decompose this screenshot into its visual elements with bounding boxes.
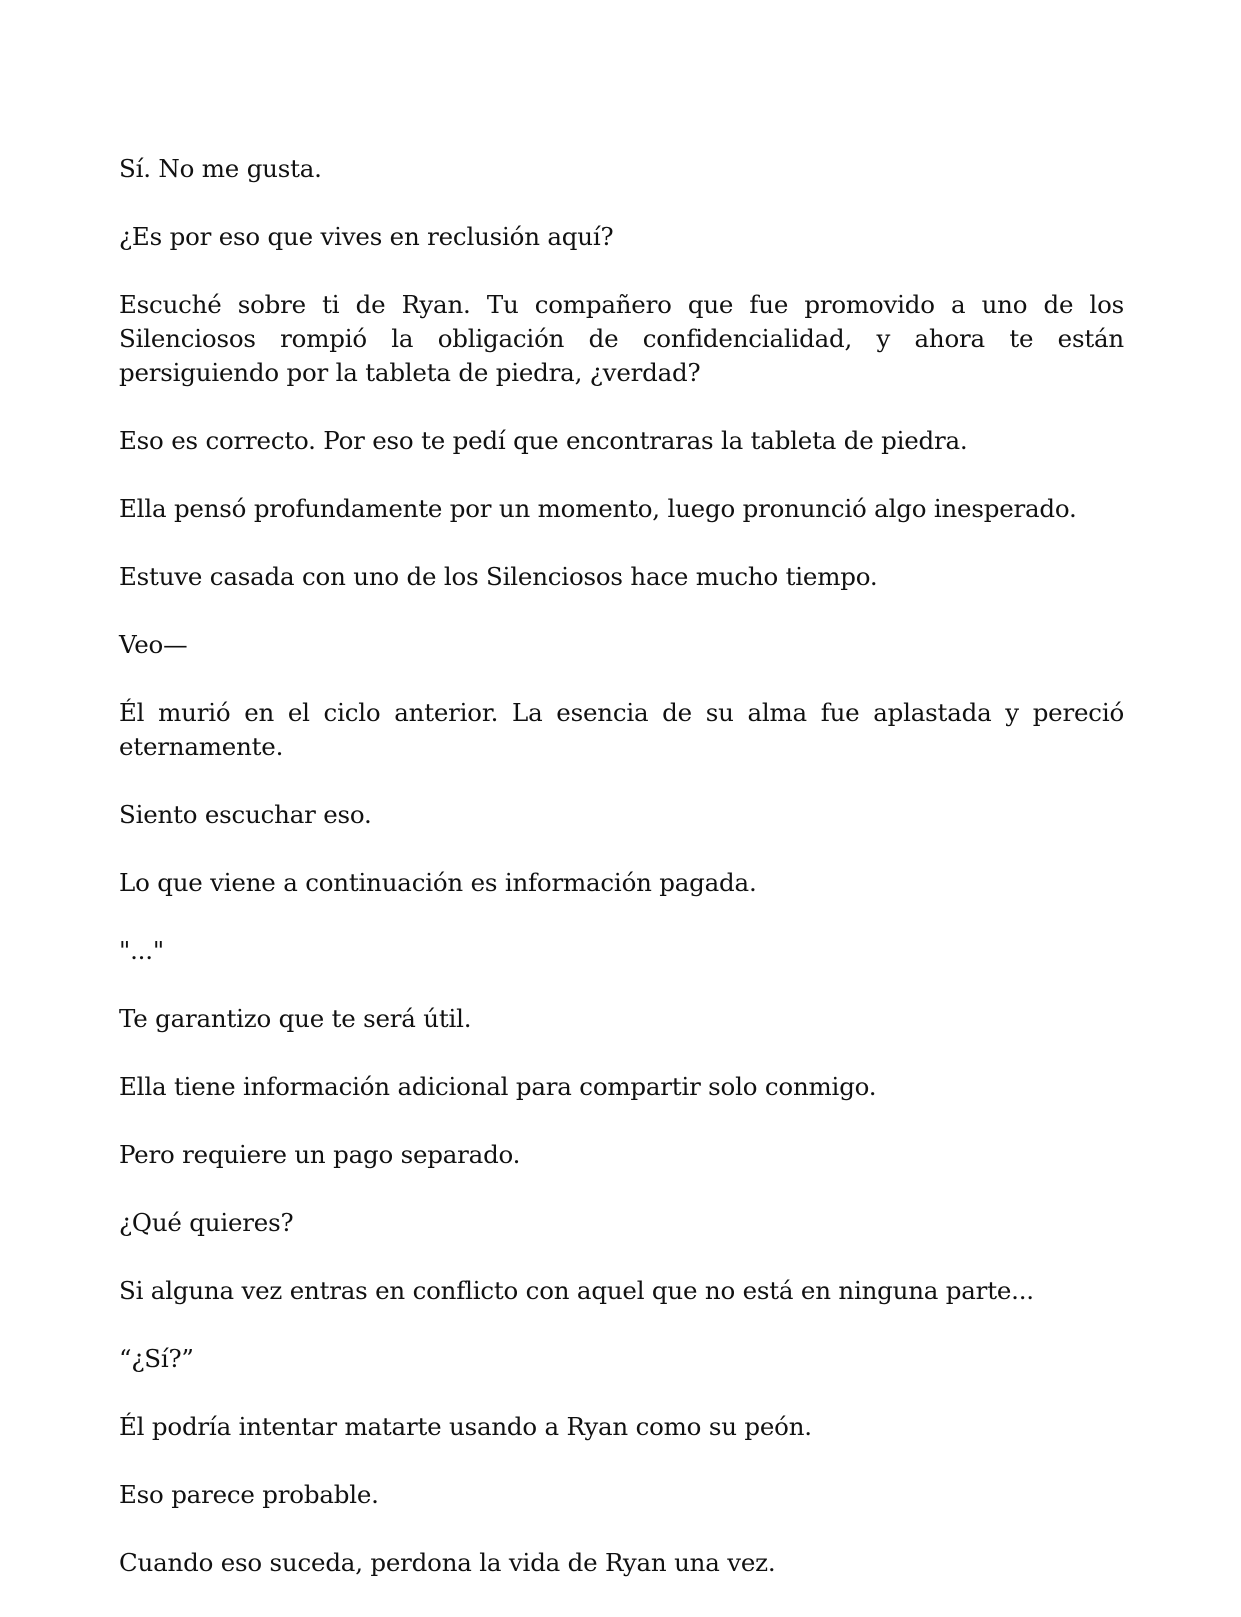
paragraph: Veo— bbox=[119, 630, 188, 659]
paragraph: “¿Sí?” bbox=[119, 1344, 194, 1373]
paragraph: Eso parece probable. bbox=[119, 1480, 379, 1509]
body-text bbox=[119, 152, 1124, 1580]
paragraph: Te garantizo que te será útil. bbox=[119, 1004, 472, 1033]
paragraph: ¿Qué quieres? bbox=[119, 1208, 294, 1237]
paragraph: Ella pensó profundamente por un momento, luego pronunció algo inesperado. bbox=[119, 494, 1077, 523]
paragraph: Lo que viene a continuación es información pagada. bbox=[119, 868, 757, 897]
paragraph: Pero requiere un pago separado. bbox=[119, 1140, 521, 1169]
paragraph: Si alguna vez entras en conflicto con aquel que no está en ninguna parte... bbox=[119, 1276, 1034, 1305]
paragraph: Sí. No me gusta. bbox=[119, 154, 322, 183]
paragraph: Él murió en el ciclo anterior. La esencia de su alma fue aplastada y pereció eternamente. bbox=[119, 698, 1124, 761]
paragraph: Estuve casada con uno de los Silenciosos hace mucho tiempo. bbox=[119, 562, 878, 591]
paragraph: Él podría intentar matarte usando a Ryan como su peón. bbox=[119, 1412, 812, 1441]
paragraph: Eso es correcto. Por eso te pedí que encontraras la tableta de piedra. bbox=[119, 426, 968, 455]
paragraph: Ella tiene información adicional para compartir solo conmigo. bbox=[119, 1072, 877, 1101]
paragraph: Escuché sobre ti de Ryan. Tu compañero que fue promovido a uno de los Silenciosos rompió la obligación de confidencialidad, y ahora te están persiguiendo por la tableta de piedra, ¿verdad? bbox=[119, 290, 1124, 387]
paragraph: Siento escuchar eso. bbox=[119, 800, 372, 829]
paragraph: Cuando eso suceda, perdona la vida de Ryan una vez. bbox=[119, 1548, 776, 1577]
paragraph: "..." bbox=[119, 936, 164, 965]
paragraph: ¿Es por eso que vives en reclusión aquí? bbox=[119, 222, 614, 251]
